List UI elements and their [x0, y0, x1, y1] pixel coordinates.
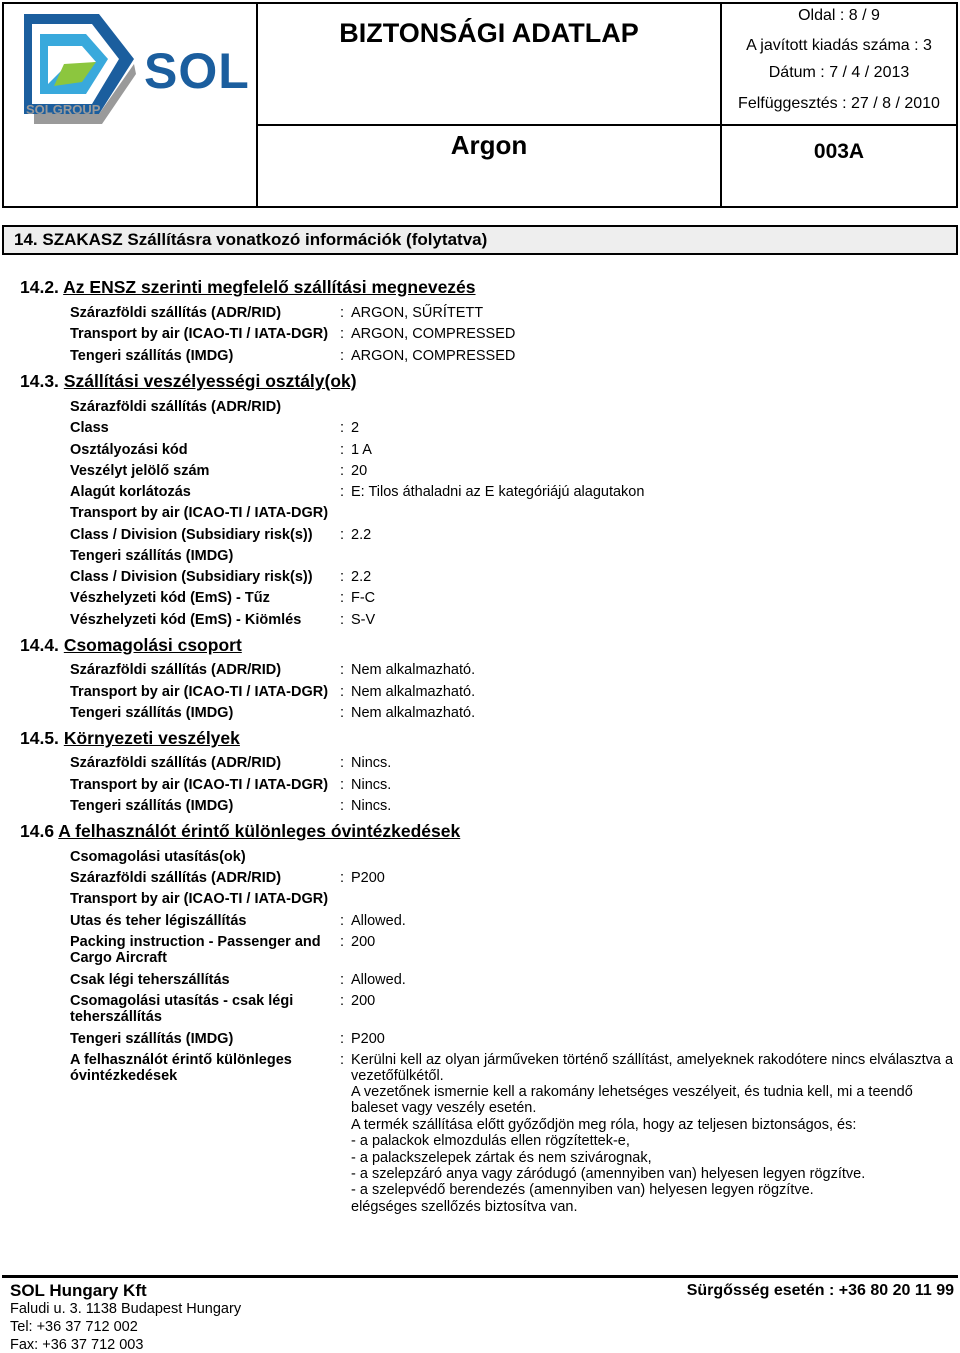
subsection-number: 14.3. [20, 371, 59, 391]
row-value: : 2.2 [340, 569, 372, 585]
row-value: : 20 [340, 463, 368, 479]
subsection-number: 14.4. [20, 635, 59, 655]
logo-wordmark: SOL [144, 43, 250, 99]
subsection-heading [20, 821, 460, 842]
footer-divider [2, 1275, 958, 1278]
company-fax: Fax: +36 37 712 003 [10, 1337, 144, 1353]
row-label: óvintézkedések [70, 1068, 178, 1084]
subsection-heading [20, 635, 242, 656]
row-value: : Nem alkalmazható. [340, 662, 476, 678]
row-label: Tengeri szállítás (IMDG) [70, 1031, 234, 1047]
note-line: elégséges szellőzés biztosítva van. [351, 1199, 578, 1215]
row-label: Transport by air (ICAO-TI / IATA-DGR) [70, 326, 329, 342]
supersedes-date: Felfüggesztés : 27 / 8 / 2010 [738, 95, 940, 112]
product-code: 003A [813, 140, 865, 163]
subsection-title: Csomagolási csoport [63, 635, 242, 655]
row-value: : Nincs. [340, 777, 392, 793]
revision-date: Dátum : 7 / 4 / 2013 [768, 64, 910, 81]
subsection-number: 14.2. [20, 277, 59, 297]
row-label: Csak légi teherszállítás [70, 972, 230, 988]
row-label: Transport by air (ICAO-TI / IATA-DGR) [70, 777, 329, 793]
row-value: : Allowed. [340, 913, 406, 929]
row-label: Tengeri szállítás (IMDG) [70, 798, 234, 814]
company-address: Faludi u. 3. 1138 Budapest Hungary [10, 1301, 242, 1317]
row-label: Vészhelyzeti kód (EmS) - Tűz [70, 590, 270, 606]
row-label: Tengeri szállítás (IMDG) [70, 548, 234, 564]
note-line: A vezetőnek ismernie kell a rakomány lehetséges veszélyeit, és tudnia kell, mi a teendő [351, 1084, 913, 1100]
row-value: : ARGON, COMPRESSED [340, 348, 516, 364]
company-name: SOL Hungary Kft [10, 1281, 147, 1300]
row-label: Szárazföldi szállítás (ADR/RID) [70, 662, 282, 678]
row-value: : Nincs. [340, 798, 392, 814]
note-line: - a palackok elmozdulás ellen rögzítettek-e, [351, 1133, 630, 1149]
row-label: A felhasználót érintő különleges [70, 1052, 292, 1068]
row-value: : Allowed. [340, 972, 406, 988]
subsection-title: Szállítási veszélyességi osztály(ok) [63, 371, 357, 391]
logo-group-label: SOLGROUP [26, 102, 101, 117]
subsection-heading [20, 277, 476, 298]
row-label: Class [70, 420, 109, 436]
row-label: Csomagolási utasítás - csak légi [70, 993, 294, 1009]
sol-logo [4, 4, 256, 204]
revision-number: A javított kiadás száma : 3 [746, 37, 932, 54]
row-value: : Nem alkalmazható. [340, 705, 476, 721]
row-value: : 1 A [340, 442, 372, 458]
document-title: BIZTONSÁGI ADATLAP [339, 18, 639, 48]
note-line: A termék szállítása előtt győződjön meg róla, hogy az teljesen biztonságos, és: [351, 1117, 857, 1133]
subsection-number: 14.6 [20, 821, 55, 841]
row-value: : 2.2 [340, 527, 372, 543]
row-value: : P200 [340, 1031, 385, 1047]
row-label: Osztályozási kód [70, 442, 188, 458]
row-label: Class / Division (Subsidiary risk(s)) [70, 569, 313, 585]
row-label: Szárazföldi szállítás (ADR/RID) [70, 399, 282, 415]
row-label: Tengeri szállítás (IMDG) [70, 705, 234, 721]
row-label: Veszélyt jelölő szám [70, 463, 210, 479]
subsection-title: A felhasználót érintő különleges óvintézkedések [58, 821, 461, 841]
row-value: : F-C [340, 590, 376, 606]
note-line: baleset vagy veszély esetén. [351, 1100, 537, 1116]
row-value: : S-V [340, 612, 376, 628]
row-label: Vészhelyzeti kód (EmS) - Kiömlés [70, 612, 302, 628]
row-label: Alagút korlátozás [70, 484, 191, 500]
row-label: Utas és teher légiszállítás [70, 913, 247, 929]
row-value: : 200 [340, 993, 376, 1009]
row-value: : Nincs. [340, 755, 392, 771]
note-line: - a palackszelepek zártak és nem szivárognak, [351, 1150, 652, 1166]
subsection-heading [20, 371, 357, 392]
row-label: Szárazföldi szállítás (ADR/RID) [70, 870, 282, 886]
row-label: Class / Division (Subsidiary risk(s)) [70, 527, 313, 543]
page-number: Oldal : 8 / 9 [798, 7, 880, 24]
emergency-phone: Sürgősség esetén : +36 80 20 11 99 [686, 1282, 954, 1299]
header-divider [256, 124, 958, 126]
row-label: teherszállítás [70, 1009, 162, 1025]
row-value: : E: Tilos áthaladni az E kategóriájú alagutakon [340, 484, 645, 500]
row-value: : P200 [340, 870, 385, 886]
row-value: : ARGON, SŰRÍTETT [340, 305, 484, 321]
subsection-heading [20, 728, 240, 749]
row-label: Transport by air (ICAO-TI / IATA-DGR) [70, 891, 329, 907]
subsection-number: 14.5. [20, 728, 59, 748]
note-line: - a szelepvédő berendezés (amennyiben van) helyesen legyen rögzítve. [351, 1182, 814, 1198]
subsection-title: Környezeti veszélyek [63, 728, 240, 748]
subsection-title: Az ENSZ szerinti megfelelő szállítási megnevezés [63, 277, 476, 297]
row-label: Packing instruction - Passenger and [70, 934, 321, 950]
note-line: - a szelepzáró anya vagy záródugó (amennyiben van) helyesen legyen rögzítve. [351, 1166, 866, 1182]
row-value: : Nem alkalmazható. [340, 684, 476, 700]
row-label: Szárazföldi szállítás (ADR/RID) [70, 755, 282, 771]
company-phone: Tel: +36 37 712 002 [10, 1319, 138, 1335]
row-value: : 2 [340, 420, 360, 436]
row-value: : ARGON, COMPRESSED [340, 326, 516, 342]
note-line: vezetőfülkétől. [351, 1068, 444, 1084]
row-value: : Kerülni kell az olyan járműveken történő szállítást, amelyeknek rakodótere nincs elválasztva a [340, 1052, 954, 1068]
row-label: Cargo Aircraft [70, 950, 167, 966]
row-label: Tengeri szállítás (IMDG) [70, 348, 234, 364]
row-label: Transport by air (ICAO-TI / IATA-DGR) [70, 684, 329, 700]
row-label: Transport by air (ICAO-TI / IATA-DGR) [70, 505, 329, 521]
row-value: : 200 [340, 934, 376, 950]
row-label: Szárazföldi szállítás (ADR/RID) [70, 305, 282, 321]
product-name: Argon [450, 130, 528, 160]
section-title: 14. SZAKASZ Szállításra vonatkozó információk (folytatva) [2, 225, 958, 255]
row-label: Csomagolási utasítás(ok) [70, 849, 246, 865]
